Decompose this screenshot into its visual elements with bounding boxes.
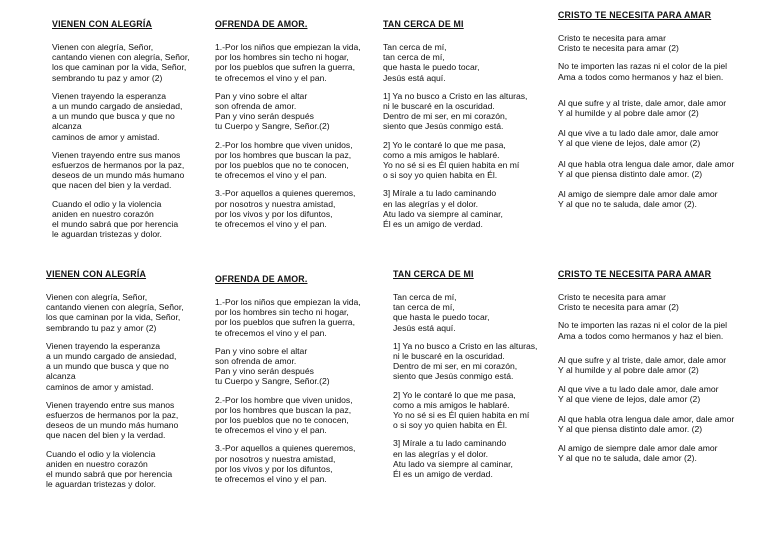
lyric-line: como a mis amigos le hablaré. [393,399,510,410]
lyric-line: alcanza [46,371,76,382]
lyric-line: alcanza [52,121,82,132]
lyric-line: 2] Yo le contaré lo que me pasa, [393,389,516,400]
lyric-line: como a mis amigos le hablaré. [383,149,500,160]
lyric-line: Ama a todos como hermanos y haz el bien. [558,71,724,82]
stanza [46,341,184,392]
stanza [215,346,361,387]
lyric-line: No te importen las razas ni el color de la piel [558,61,728,72]
lyric-line: Y al humilde y al pobre dale amor (2) [558,108,699,119]
lyric-line: te ofrecemos el vino y el pan. [215,72,327,83]
song-ofrenda-de-amor-copy [215,274,361,492]
lyric-line: 3.-Por aquellos a quienes queremos, [215,188,356,199]
lyric-line: Y al humilde y al pobre dale amor (2) [558,365,699,376]
lyric-line: 1.-Por los niños que empiezan la vida, [215,297,361,307]
stanza [558,33,734,53]
lyric-line: Dentro de mi ser, en mi corazón, [383,111,508,122]
lyric-line: Vienen trayendo la esperanza [52,90,167,101]
stanza [46,449,184,490]
lyric-line: Pan y vino serán después [215,111,314,122]
stanza [52,42,190,83]
stanza [558,189,734,209]
lyric-line: Cristo te necesita para amar [558,33,666,43]
lyric-line: son ofrenda de amor. [215,101,297,112]
lyric-line: Atu lado va siempre al caminar, [393,458,513,469]
stanza [558,61,734,81]
stanza [393,341,537,382]
lyric-line: por los hombres sin techo ni hogar, [215,52,349,63]
lyric-line: Y al que viene de lejos, dale amor (2) [558,394,701,405]
stanza [558,292,734,312]
lyric-line: Tan cerca de mí, [383,42,447,52]
stanza [215,188,361,229]
lyric-line: tan cerca de mí, [383,52,445,63]
lyric-line: por los vivos y por los difuntos, [215,208,333,219]
lyric-line: o si soy yo quien habita en Él. [393,420,508,431]
lyric-line: esfuerzos de hermanos por la paz, [46,410,179,421]
stanza [383,140,527,181]
lyric-line: 2] Yo le contaré lo que me pasa, [383,139,506,150]
lyric-line: caminos de amor y amistad. [46,381,154,392]
lyric-line: Al que habla otra lengua dale amor, dale amor [558,158,735,169]
lyric-line: por los pueblos que sufren la guerra, [215,62,355,73]
stanza [383,91,527,132]
lyric-line: Cristo te necesita para amar [558,292,666,302]
lyric-line: los que caminan por la vida, Señor, [46,312,181,323]
lyric-line: a un mundo que busca y que no [46,361,169,372]
stanza [215,140,361,181]
song-cristo-te-necesita [558,10,734,217]
lyric-line: Yo no sé si es Él quien habita en mí [393,410,530,421]
lyric-line: a un mundo que busca y que no [52,111,175,122]
song-vienen-con-alegria [52,19,190,247]
lyric-line: No te importen las razas ni el color de la piel [558,320,728,331]
lyric-line: Al que vive a tu lado dale amor, dale amor [558,128,719,139]
stanza [215,297,361,338]
lyric-line: tan cerca de mí, [393,302,455,313]
lyric-line: Jesús está aquí. [383,72,446,83]
lyric-line: 1] Ya no busco a Cristo en las alturas, [393,340,538,351]
lyric-line: Al amigo de siempre dale amor dale amor [558,443,718,454]
lyric-line: cantando vienen con alegría, Señor, [52,52,190,63]
lyric-line: le aguardan tristezas y dolor. [52,229,162,240]
stanza [558,443,734,463]
lyric-line: son ofrenda de amor. [215,356,297,367]
lyric-line: Yo no sé si es Él quien habita en mí [383,160,520,171]
lyric-line: te ofrecemos el vino y el pan. [215,170,327,181]
stanza [383,42,527,83]
song-title: VIENEN CON ALEGRÍA [52,19,153,29]
lyric-line: Tan cerca de mí, [393,292,457,302]
stanza [558,414,734,434]
lyric-line: esfuerzos de hermanos por la paz, [52,160,185,171]
lyric-line: que hasta le puedo tocar, [383,62,480,73]
lyric-line: Dentro de mi ser, en mi corazón, [393,361,518,372]
lyric-line: en las alegrías y el dolor. [393,448,489,459]
lyric-line: a un mundo cargado de ansiedad, [52,101,183,112]
lyric-line: 1] Ya no busco a Cristo en las alturas, [383,90,528,101]
lyric-line: o si soy yo quien habita en Él. [383,170,498,181]
lyric-line: Jesús está aquí. [393,322,456,333]
lyric-line: 3] Mírale a tu lado caminando [383,188,497,199]
lyric-line: por los vivos y por los difuntos, [215,463,333,474]
stanza [46,292,184,333]
lyric-line: 2.-Por los hombre que viven unidos, [215,139,353,150]
stanza [558,98,734,118]
lyric-line: le aguardan tristezas y dolor. [46,479,156,490]
stanza [215,91,361,132]
stanza [215,443,361,484]
lyric-line: deseos de un mundo más humano [52,170,185,181]
lyric-line: Y al que piensa distinto dale amor. (2) [558,423,703,434]
lyric-line: Vienen trayendo la esperanza [46,340,161,351]
lyric-line: Él es un amigo de verdad. [393,469,493,480]
lyric-line: Y al que piensa distinto dale amor. (2) [558,168,703,179]
lyric-line: Cuando el odio y la violencia [52,198,162,209]
lyric-line: a un mundo cargado de ansiedad, [46,351,177,362]
lyric-line: Pan y vino sobre el altar [215,345,308,356]
lyric-line: Cuando el odio y la violencia [46,448,156,459]
lyric-line: Pan y vino serán después [215,366,314,377]
lyric-line: 3.-Por aquellos a quienes queremos, [215,443,356,454]
lyric-line: por los pueblos que no te conocen, [215,160,349,171]
lyric-line: Al que sufre y al triste, dale amor, dale amor [558,354,727,365]
song-title: TAN CERCA DE MI [383,19,464,29]
stanza [558,159,734,179]
song-tan-cerca-de-mi-copy [393,269,537,487]
lyric-line: por nosotros y nuestra amistad, [215,198,336,209]
song-cristo-te-necesita-copy [558,269,734,471]
stanza [52,91,190,142]
stanza [558,128,734,148]
lyric-line: Atu lado va siempre al caminar, [383,208,503,219]
lyric-line: los que caminan por la vida, Señor, [52,62,187,73]
lyric-line: por los pueblos que no te conocen, [215,415,349,426]
stanza [215,395,361,436]
lyric-line: aniden en nuestro corazón [46,458,148,469]
lyric-line: ni le buscaré en la oscuridad. [393,351,505,362]
song-title: TAN CERCA DE MI [393,269,474,279]
lyric-line: 2.-Por los hombre que viven unidos, [215,394,353,405]
lyric-line: Y al que no te saluda, dale amor (2). [558,453,697,464]
lyric-line: sembrando tu paz y amor (2) [46,322,157,333]
lyric-line: por los pueblos que sufren la guerra, [215,317,355,328]
lyric-line: aniden en nuestro corazón [52,208,154,219]
lyric-line: el mundo sabrá que por herencia [52,219,179,230]
stanza [558,384,734,404]
lyric-line: te ofrecemos el vino y el pan. [215,327,327,338]
lyric-line: te ofrecemos el vino y el pan. [215,474,327,485]
lyric-line: cantando vienen con alegría, Señor, [46,302,184,313]
lyric-line: Y al que no te saluda, dale amor (2). [558,199,697,210]
stanza [558,355,734,375]
lyric-line: Él es un amigo de verdad. [383,219,483,230]
lyric-line: te ofrecemos el vino y el pan. [215,219,327,230]
song-tan-cerca-de-mi [383,19,527,237]
lyric-line: 3] Mírale a tu lado caminando [393,438,507,449]
lyric-line: siento que Jesús conmigo está. [383,121,504,132]
song-title: CRISTO TE NECESITA PARA AMAR [558,269,712,279]
lyric-line: Cristo te necesita para amar (2) [558,302,679,313]
song-title: OFRENDA DE AMOR. [215,274,308,284]
song-vienen-con-alegria-copy [46,269,184,497]
lyric-line: que nacen del bien y la verdad. [52,180,172,191]
lyric-line: en las alegrías y el dolor. [383,198,479,209]
song-title: CRISTO TE NECESITA PARA AMAR [558,10,712,20]
lyric-line: Al que sufre y al triste, dale amor, dale amor [558,97,727,108]
stanza [558,320,734,340]
stanza [215,42,361,83]
lyric-line: Y al que viene de lejos, dale amor (2) [558,138,701,149]
lyric-line: Al amigo de siempre dale amor dale amor [558,189,718,200]
lyric-line: Al que vive a tu lado dale amor, dale amor [558,384,719,395]
lyric-line: el mundo sabrá que por herencia [46,469,173,480]
lyric-line: deseos de un mundo más humano [46,420,179,431]
stanza [52,199,190,240]
stanza [46,400,184,441]
stanza [393,390,537,431]
lyric-line: que hasta le puedo tocar, [393,312,490,323]
lyric-line: 1.-Por los niños que empiezan la vida, [215,42,361,52]
lyric-line: por los hombres sin techo ni hogar, [215,307,349,318]
lyric-line: que nacen del bien y la verdad. [46,430,166,441]
lyric-line: tu Cuerpo y Sangre, Señor.(2) [215,376,330,387]
lyric-line: Vienen con alegría, Señor, [46,292,148,302]
lyric-line: por los hombres que buscan la paz, [215,404,352,415]
lyric-line: por nosotros y nuestra amistad, [215,453,336,464]
song-ofrenda-de-amor [215,19,361,237]
lyric-line: tu Cuerpo y Sangre, Señor.(2) [215,121,330,132]
stanza [52,150,190,191]
lyric-line: Ama a todos como hermanos y haz el bien. [558,330,724,341]
stanza [393,438,537,479]
lyric-line: Vienen trayendo entre sus manos [46,399,175,410]
lyric-line: ni le buscaré en la oscuridad. [383,101,495,112]
song-title: VIENEN CON ALEGRÍA [46,269,147,279]
lyric-line: siento que Jesús conmigo está. [393,371,514,382]
lyric-line: Al que habla otra lengua dale amor, dale amor [558,413,735,424]
lyric-line: caminos de amor y amistad. [52,131,160,142]
song-title: OFRENDA DE AMOR. [215,19,308,29]
lyric-line: Vienen con alegría, Señor, [52,42,154,52]
stanza [393,292,537,333]
lyric-line: Cristo te necesita para amar (2) [558,43,679,54]
lyric-line: por los hombres que buscan la paz, [215,149,352,160]
lyric-line: sembrando tu paz y amor (2) [52,72,163,83]
lyric-line: Vienen trayendo entre sus manos [52,149,181,160]
lyric-line: te ofrecemos el vino y el pan. [215,425,327,436]
stanza [383,188,527,229]
lyric-line: Pan y vino sobre el altar [215,90,308,101]
